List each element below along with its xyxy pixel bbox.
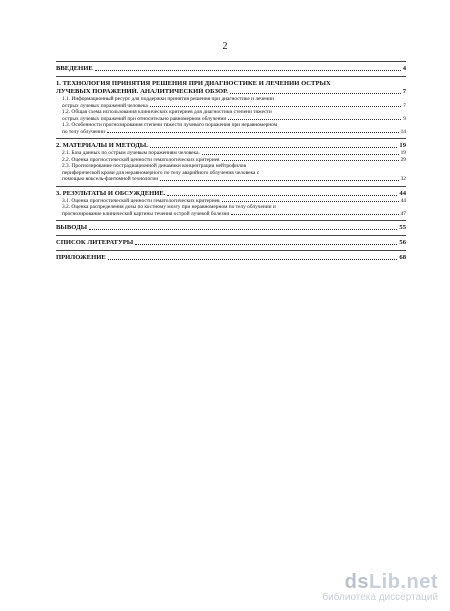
toc-entry-title: 2.2. Оценка прогностической ценности гематологических критериев <box>62 156 220 163</box>
toc-leader-dots <box>150 147 397 148</box>
toc-entry-line: 2.3. Прогнозирование пострадиационной динамики концентрации нейтрофилов <box>62 163 247 169</box>
toc-leader-dots <box>202 154 399 155</box>
toc-entry-line: 1.3. Особенности прогнозирования степени тяжести лучевого поражения при неравномерном <box>62 122 278 128</box>
toc-leader-dots <box>230 93 401 94</box>
toc-entry-title: ВВЕДЕНИЕ <box>56 65 93 72</box>
watermark <box>322 571 438 603</box>
toc-page-number: 9 <box>403 115 406 122</box>
toc-entry-title: 3. РЕЗУЛЬТАТЫ И ОБСУЖДЕНИЕ. <box>56 189 166 197</box>
toc-entry-line: периферической крови для неравномерного по телу аварийного облучения человека с <box>62 169 260 176</box>
table-of-contents <box>56 58 406 262</box>
toc-page-number: 55 <box>399 224 406 231</box>
toc-entry-title: ЛУЧЕВЫХ ПОРАЖЕНИЙ. АНАЛИТИЧЕСКИЙ ОБЗОР. <box>56 88 228 95</box>
toc-entry <box>56 65 406 73</box>
toc-entry-title: 2. МАТЕРИАЛЫ И МЕТОДЫ. <box>56 142 148 149</box>
toc-entry-title: острых лучевых поражений человека <box>62 102 148 109</box>
toc-entry <box>56 224 406 232</box>
toc-entry <box>56 204 406 217</box>
toc-page-number: 4 <box>402 65 406 72</box>
toc-leader-dots <box>108 259 398 260</box>
toc-entry-row <box>62 176 406 183</box>
toc-entry-title: 3.1. Оценка прогностической ценности гематологических критериев <box>62 197 220 204</box>
watermark-logo-ds: ds <box>344 571 369 593</box>
toc-entry-title: ВЫВОДЫ <box>56 224 88 231</box>
toc-leader-dots <box>222 201 399 202</box>
toc-entry-row <box>56 239 406 247</box>
toc-top-rule <box>56 61 406 62</box>
toc-leader-dots <box>150 106 402 107</box>
watermark-subtitle: библиотека диссертаций <box>322 592 438 603</box>
toc-entry-title: острых лучевых поражений при относительно равномерном облучении <box>62 115 227 122</box>
toc-entry <box>56 96 406 109</box>
toc-entry-line: 3.2. Оценка распределения дозы по костному мозгу при неравномерном по телу облучении и <box>62 204 276 210</box>
toc-divider <box>56 76 406 77</box>
toc-leader-dots <box>160 180 398 181</box>
toc-entry-title: прогнозирование клинической картины течения острой лучевой болезни <box>62 210 230 217</box>
toc-entry-row <box>56 224 406 232</box>
toc-leader-dots <box>222 160 399 161</box>
toc-page-number: 7 <box>403 102 406 109</box>
toc-divider <box>56 138 406 139</box>
toc-entry-title: 2.1. База данных по острым лучевым поражениям человека. <box>62 150 200 156</box>
toc-entry-row <box>62 211 406 218</box>
toc-entry-line: 1. ТЕХНОЛОГИЯ ПРИНЯТИЯ РЕШЕНИЯ ПРИ ДИАГНОСТИКЕ И ЛЕЧЕНИИ ОСТРЫХ <box>56 80 331 87</box>
toc-entry <box>56 109 406 122</box>
toc-entry-title: помощью воксель-фантомной технологии <box>62 176 159 182</box>
toc-entry-row <box>62 129 406 136</box>
toc-page-number: 56 <box>399 239 406 246</box>
toc-page-number: 44 <box>399 189 406 197</box>
toc-entry-row <box>56 88 406 96</box>
toc-divider <box>56 220 406 221</box>
toc-entry-row <box>56 190 406 198</box>
toc-divider <box>56 186 406 187</box>
toc-divider <box>56 250 406 251</box>
toc-leader-dots <box>231 214 398 215</box>
toc-page-number: 29 <box>400 156 406 163</box>
toc-page-number: 19 <box>400 150 406 156</box>
toc-entry-title: по телу облучении <box>62 128 105 135</box>
toc-leader-dots <box>228 119 401 120</box>
toc-entry <box>56 80 406 96</box>
toc-entry-title: СПИСОК ЛИТЕРАТУРЫ <box>56 239 134 246</box>
toc-leader-dots <box>107 132 399 133</box>
toc-page-number: 68 <box>399 254 406 261</box>
toc-page-number: 19 <box>399 142 406 149</box>
toc-page-number: 47 <box>400 210 406 217</box>
toc-entry-row <box>56 254 406 262</box>
watermark-logo-rest: Lib.net <box>368 571 438 593</box>
toc-page-number: 14 <box>400 128 406 135</box>
toc-entry <box>56 122 406 135</box>
toc-entry-row <box>56 65 406 73</box>
toc-entry-title: ПРИЛОЖЕНИЕ <box>56 254 106 261</box>
toc-leader-dots <box>95 70 401 71</box>
toc-entry-line: 1.2. Общая схема использования клинических критериев для диагностики степени тяжести <box>62 109 272 115</box>
watermark-logo <box>322 571 438 594</box>
toc-page-number: 32 <box>400 176 406 182</box>
page-number: 2 <box>222 41 228 52</box>
toc-entry <box>56 142 406 150</box>
toc-leader-dots <box>135 244 397 245</box>
toc-leader-dots <box>167 195 397 196</box>
toc-entry-row <box>56 142 406 150</box>
toc-leader-dots <box>89 229 397 230</box>
toc-entry-line: 1.1. Информационный ресурс для поддержки принятия решения при диагностике и лечении <box>62 96 275 102</box>
toc-entry <box>56 239 406 247</box>
toc-entry <box>56 163 406 183</box>
toc-entry <box>56 254 406 262</box>
toc-body <box>56 65 406 262</box>
toc-page-number: 44 <box>400 197 406 204</box>
toc-page-number: 7 <box>402 88 406 95</box>
toc-divider <box>56 235 406 236</box>
toc-entry <box>56 190 406 198</box>
